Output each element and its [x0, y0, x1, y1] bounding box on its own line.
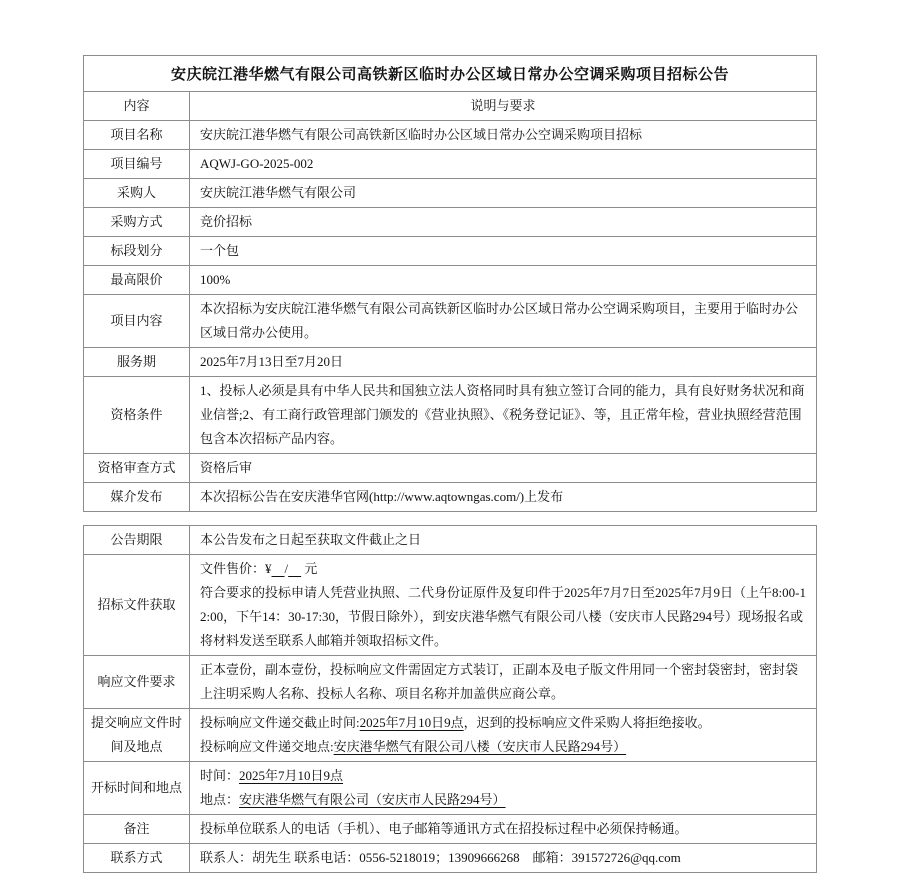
content-line: 安庆皖江港华燃气有限公司	[200, 185, 357, 200]
content-line: 资格后审	[200, 460, 253, 475]
table-title-row	[84, 56, 817, 92]
row-label: 采购人	[84, 179, 190, 208]
row-content	[190, 150, 817, 179]
content-line: 投标响应文件递交截止时间:2025年7月10日9点，迟到的投标响应文件采购人将拒绝接收。	[200, 715, 711, 730]
content-line: 文件售价：¥ / 元	[200, 561, 318, 576]
content-line: 2025年7月13日至7月20日	[200, 354, 344, 369]
table-row	[84, 709, 817, 762]
content-line: 本公告发布之日起至获取文件截止之日	[200, 532, 422, 547]
content-line: 投标响应文件递交地点:安庆港华燃气有限公司八楼（安庆市人民路294号）	[200, 739, 627, 754]
row-label: 提交响应文件时间及地点	[84, 709, 190, 762]
content-line: 投标单位联系人的电话（手机）、电子邮箱等通讯方式在招投标过程中必须保持畅通。	[200, 821, 688, 836]
content-line: 时间：2025年7月10日9点	[200, 768, 344, 783]
row-label: 项目内容	[84, 295, 190, 348]
table-row	[84, 844, 817, 873]
row-label: 采购方式	[84, 208, 190, 237]
announcement-table-secondary	[83, 525, 817, 873]
row-label: 响应文件要求	[84, 656, 190, 709]
row-label: 开标时间和地点	[84, 762, 190, 815]
content-line: 符合要求的投标申请人凭营业执照、二代身份证原件及复印件于2025年7月7日至2025年7月9日（上午8:00-12:00，下午14：30-17:30，节假日除外），到安庆港华燃气有限公司八楼（安庆市人民路294号）现场报名或将材料发送至联系人邮箱并领取招标文件。	[200, 585, 806, 648]
row-content	[190, 121, 817, 150]
row-label: 项目编号	[84, 150, 190, 179]
table-row	[84, 656, 817, 709]
table-row	[84, 483, 817, 512]
row-content	[190, 454, 817, 483]
content-line: 1、投标人必须是具有中华人民共和国独立法人资格同时具有独立签订合同的能力，具有良好财务状况和商业信誉;2、有工商行政管理部门颁发的《营业执照》、《税务登记证》、等，且正常年检，营业执照经营范围包含本次招标产品内容。	[200, 383, 805, 446]
content-line: 本次招标公告在安庆港华官网(http://www.aqtowngas.com/)上发布	[200, 489, 564, 504]
content-line: 联系人：胡先生 联系电话：0556-5218019；13909666268 邮箱：391572726@qq.com	[200, 850, 681, 865]
table-row	[84, 208, 817, 237]
row-label: 标段划分	[84, 237, 190, 266]
content-line: 安庆皖江港华燃气有限公司高铁新区临时办公区域日常办公空调采购项目招标	[200, 127, 643, 142]
table-gap	[83, 512, 817, 525]
row-label: 资格审查方式	[84, 454, 190, 483]
row-label: 公告期限	[84, 526, 190, 555]
table-row	[84, 348, 817, 377]
content-line: 竞价招标	[200, 214, 253, 229]
row-label: 招标文件获取	[84, 555, 190, 656]
table-row	[84, 179, 817, 208]
table-header-row	[84, 92, 817, 121]
row-content	[190, 208, 817, 237]
row-label: 媒介发布	[84, 483, 190, 512]
table-row	[84, 526, 817, 555]
row-label: 服务期	[84, 348, 190, 377]
row-label: 项目名称	[84, 121, 190, 150]
table-row	[84, 150, 817, 179]
announcement-document	[83, 55, 817, 873]
table-row	[84, 762, 817, 815]
table-row	[84, 295, 817, 348]
table-row	[84, 555, 817, 656]
row-content	[190, 237, 817, 266]
table-row	[84, 266, 817, 295]
announcement-table-main	[83, 55, 817, 512]
row-content	[190, 709, 817, 762]
table-row	[84, 454, 817, 483]
content-line: 正本壹份，副本壹份，投标响应文件需固定方式装订，正副本及电子版文件用同一个密封袋密封，密封袋上注明采购人名称、投标人名称、项目名称并加盖供应商公章。	[200, 662, 799, 701]
content-line: 地点：安庆港华燃气有限公司（安庆市人民路294号）	[200, 792, 506, 807]
content-line: AQWJ-GO-2025-002	[200, 156, 314, 171]
row-content	[190, 179, 817, 208]
content-line: 100%	[200, 272, 231, 287]
header-value: 说明与要求	[190, 92, 817, 121]
row-content	[190, 266, 817, 295]
table-row	[84, 377, 817, 454]
row-label: 联系方式	[84, 844, 190, 873]
table-row	[84, 121, 817, 150]
table-row	[84, 815, 817, 844]
row-content	[190, 555, 817, 656]
row-label: 资格条件	[84, 377, 190, 454]
row-content	[190, 483, 817, 512]
row-label: 最高限价	[84, 266, 190, 295]
header-label: 内容	[84, 92, 190, 121]
row-content	[190, 377, 817, 454]
row-content	[190, 526, 817, 555]
row-content	[190, 295, 817, 348]
row-label: 备注	[84, 815, 190, 844]
content-line: 本次招标为安庆皖江港华燃气有限公司高铁新区临时办公区域日常办公空调采购项目，主要用于临时办公区域日常办公使用。	[200, 301, 799, 340]
row-content	[190, 815, 817, 844]
row-content	[190, 762, 817, 815]
content-line: 一个包	[200, 243, 240, 258]
document-title: 安庆皖江港华燃气有限公司高铁新区临时办公区域日常办公空调采购项目招标公告	[84, 56, 817, 92]
table-row	[84, 237, 817, 266]
row-content	[190, 656, 817, 709]
row-content	[190, 348, 817, 377]
row-content	[190, 844, 817, 873]
